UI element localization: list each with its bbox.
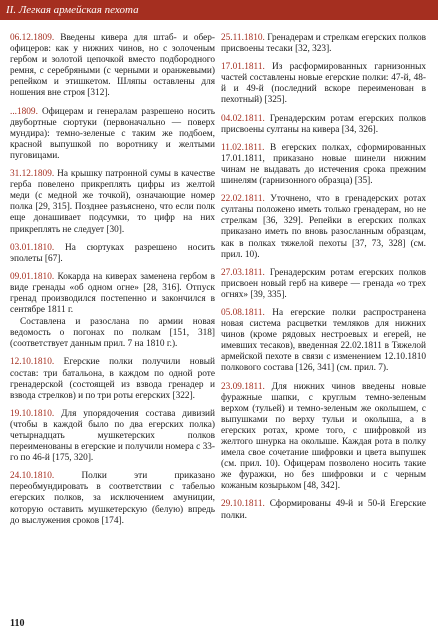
entry-date: 03.01.1810.: [10, 242, 55, 253]
entry-text: Для упорядочения состава дивизий (чтобы в каждой было по два егерских полка) четырнадцать мушкетерских полков переименованы в егерские и получили номера с 33-го по 46-й [175, 320].: [10, 408, 215, 464]
entry-text: Сформированы 49-й и 50-й Егерские полки.: [221, 499, 426, 521]
entry-date: ...1809.: [10, 106, 38, 117]
chronology-entry: [10, 357, 215, 401]
entry-text: Егерские полки получили новый состав: три батальона, в каждом по одной роте гренадерской (состоящей из взвода гренадер и взвода стрелков) и по три роты егерских [322].: [10, 357, 215, 401]
entry-date: 05.08.1811.: [221, 307, 265, 318]
entry-text: На крышку патронной сумы в качестве герба повелено прикреплять цифры из желтой меди (с медной же точкой), означающие номер полка [29, 315]. Позднее разъяснено, что если полк еще донашивает подсумки, то цифр на них прикреплять не следует [30].: [10, 169, 215, 235]
entry-date: 31.12.1809.: [10, 169, 55, 180]
entry-text: На сюртуках разрешено носить эполеты [67].: [10, 242, 215, 264]
chronology-entry: [221, 268, 426, 301]
entry-date: 19.10.1810.: [10, 408, 55, 419]
entry-text: Уточнено, что в гренадерских ротах султаны положено иметь только гренадерам, но не стрелкам [36, 329]. Репейки в егерских полках приказано иметь по вновь разосланным образцам, как в полках тяжелой пехоты [37, 73, 328] (см. прил. 10).: [221, 194, 426, 260]
entry-text: На егерские полки распространена новая система расцветки темляков для нижних чинов (кроме рядовых нестроевых и егерей, не имевших тесаков), введенная 22.02.1811 в Тяжелой армейской пехоте в связи с изменением 12.10.1810 полкового состава [126, 341] (см. прил. 7).: [221, 307, 426, 374]
chronology-entry: [221, 33, 426, 55]
page-number: 110: [10, 618, 25, 629]
chronology-entry: [10, 317, 215, 350]
entry-date: 27.03.1811.: [221, 267, 265, 278]
entry-text: Офицерам и генералам разрешено носить двубортные сюртуки (первоначально — поверх мундира): темно-зеленые с таким же подбоем, красной выпушкой по воротнику и желтыми пуговицами.: [10, 106, 215, 161]
right-column: [221, 33, 426, 529]
left-column: [10, 33, 215, 534]
running-header: [0, 0, 438, 20]
entry-date: 25.11.1810.: [221, 33, 265, 43]
chronology-entry: [10, 471, 215, 526]
entry-text: Для нижних чинов введены новые фуражные шапки, с круглым темно-зеленым верхом (тульей) и темно-зеленым же околышем, с выпушками по верху тульи и околыша, а в егерских ротах, кроме того, с шифровкой из желтого шнурка на околыше. Каждая рота в полку имела свое сочетание шифровки и цвета выпушек (см. прил. 10). Офицерам позволено носить такие же фуражки, но без шифровки и с черным кожаным козырьком [48, 342].: [221, 381, 426, 492]
chronology-entry: [10, 107, 215, 162]
entry-date: 12.10.1810.: [10, 357, 55, 368]
chronology-entry: [221, 499, 426, 521]
chronology-entry: [221, 62, 426, 106]
entry-date: 04.02.1811.: [221, 113, 265, 124]
entry-text: Гренадерским ротам егерских полков присвоен новый герб на кивере — гренада «о трех огнях» [39, 335].: [221, 267, 426, 300]
entry-text: Гренадерам и стрелкам егерских полков присвоены тесаки [32, 323].: [221, 33, 426, 55]
header-title: II. Легкая армейская пехота: [6, 4, 139, 16]
entry-date: 17.01.1811.: [221, 62, 265, 73]
entry-text: Составлена и разослана по армии новая ведомость о погонах по полкам [151, 318] (соответствует данным прил. 7 на 1810 г.).: [10, 317, 215, 350]
entry-text: Из расформированных гарнизонных частей составлены новые егерские полки: 47-й, 48-й и 49-й (последний вскоре переименован в пехотный) [325].: [221, 62, 426, 106]
entry-text: Гренадерским ротам егерских полков присвоены султаны на кивера [34, 326].: [221, 113, 426, 135]
entry-text: Кокарда на киверах заменена гербом в виде гренады «об одном огне» [28, 316]. Отпуск гренад производился постепенно и закончился в сентябре 1811 г.: [10, 271, 215, 316]
chronology-entry: [221, 382, 426, 493]
chronology-entry: [10, 272, 215, 316]
chronology-entry: [221, 143, 426, 187]
entry-text: Введены кивера для штаб- и обер-офицеров: как у нижних чинов, но с золоченым гербом и золотой цепочкой вместо подбородного ремня, с серебряными (с черными и оранжевыми) репейком и этишкетом. Шляпы оставлены для ношения вне строя [312].: [10, 33, 215, 99]
entry-date: 06.12.1809.: [10, 33, 55, 43]
chronology-entry: [10, 169, 215, 236]
entry-date: 29.10.1811.: [221, 499, 265, 510]
entry-date: 23.09.1811.: [221, 381, 265, 392]
entry-text: В егерских полках, сформированных 17.01.1811, приказано новые шинели нижним чинам не выдавать до истечения срока прежним шинелям (гарнизонного образца) [35].: [221, 142, 426, 187]
entry-date: 09.01.1810.: [10, 271, 55, 282]
entry-text: Полки эти приказано переобмундировать в соответствии с табелью егерских полков, за исключением амуниции, которую оставить мушкетерскую (белую) впредь до выслужения сроков [174].: [10, 471, 215, 526]
entry-date: 11.02.1811.: [221, 142, 265, 153]
chronology-entry: [10, 409, 215, 464]
chronology-entry: [10, 33, 215, 100]
entry-date: 24.10.1810.: [10, 471, 55, 482]
chronology-entry: [221, 308, 426, 375]
chronology-entry: [10, 243, 215, 265]
chronology-entry: [221, 194, 426, 261]
chronology-entry: [221, 114, 426, 136]
entry-date: 22.02.1811.: [221, 194, 265, 205]
